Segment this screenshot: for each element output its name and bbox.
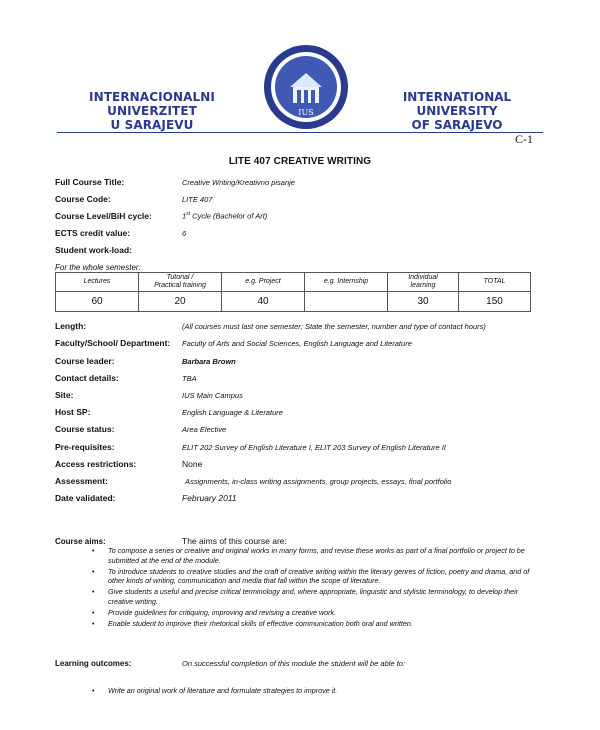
university-name-english-line1: INTERNATIONAL UNIVERSITY — [402, 90, 512, 118]
university-name-local-line1: INTERNACIONALNI UNIVERZITET — [89, 90, 215, 118]
document-code: C-1 — [515, 132, 533, 146]
header-divider — [57, 132, 543, 133]
workload-values-row — [56, 292, 531, 312]
university-name-english-line2: OF SARAJEVO — [411, 118, 503, 132]
semester-note: For the whole semester: — [55, 263, 141, 272]
host-value: English Language & Literature — [182, 408, 283, 417]
header-lectures: Lectures — [56, 273, 139, 292]
course-level-label: Course Level/BiH cycle: — [55, 211, 152, 221]
assessment-value: Assignments, in-class writing assignments, group projects, essays, final portfolio — [185, 477, 452, 486]
site-value: IUS Main Campus — [182, 391, 243, 400]
access-restrictions-label: Access restrictions: — [55, 459, 137, 469]
course-aims-label: Course aims: — [55, 537, 106, 546]
course-level-text: Cycle (Bachelor of Art) — [190, 211, 268, 221]
host-label: Host SP: — [55, 407, 91, 417]
list-item: • Write an original work of literature and formulate strategies to improve it. — [92, 686, 542, 696]
course-aims-list — [92, 546, 542, 630]
workload-table — [55, 272, 531, 312]
faculty-label: Faculty/School/ Department: — [55, 338, 171, 348]
header-total: TOTAL — [459, 273, 531, 292]
learning-outcomes-label: Learning outcomes: — [55, 659, 132, 668]
ects-value: 6 — [182, 229, 187, 238]
header-tutorial-line2: Practical training — [154, 282, 206, 289]
value-internship — [305, 292, 388, 312]
assessment-label: Assessment: — [55, 476, 108, 486]
university-name-english — [372, 90, 542, 132]
header-individual-line1: Individual — [408, 274, 438, 281]
learning-outcomes-list — [92, 686, 542, 696]
course-code-label: Course Code: — [55, 194, 111, 204]
course-title: LITE 407 CREATIVE WRITING — [228, 156, 372, 167]
university-name-local — [57, 90, 247, 132]
course-leader-label: Course leader: — [55, 356, 115, 366]
course-code-value: LITE 407 — [182, 195, 213, 204]
course-status-label: Course status: — [55, 424, 115, 434]
course-aims-intro: The aims of this course are: — [182, 536, 287, 546]
header-internship: e.g. Internship — [305, 273, 388, 292]
full-title-value: Creative Writing/Kreativno pisanje — [182, 178, 295, 187]
list-item: • To introduce students to creative studies and the craft of creative writing within the literary genres of fiction, poetry and drama, and of other kinds of writing, communication and media that fall within the scope of literature. — [92, 567, 542, 586]
date-validated-value: February 2011 — [182, 493, 237, 503]
header-tutorial — [139, 273, 222, 292]
course-level-suffix: st — [186, 211, 191, 217]
course-leader-value: Barbara Brown — [182, 357, 236, 366]
value-tutorial: 20 — [139, 292, 222, 312]
header-individual-line2: learning — [410, 282, 436, 289]
header-project: e.g. Project — [222, 273, 305, 292]
contact-value: TBA — [182, 374, 197, 383]
list-item: • Provide guidelines for critiquing, improving and revising a creative work. — [92, 608, 542, 618]
learning-outcomes-intro: On successful completion of this module the student will be able to: — [182, 659, 406, 668]
value-individual-learning: 30 — [388, 292, 459, 312]
length-label: Length: — [55, 321, 87, 331]
workload-header-row — [56, 273, 531, 292]
logo-text: IUS — [298, 108, 314, 117]
university-name-local-line2: U SARAJEVU — [110, 118, 194, 132]
header-individual-learning — [388, 273, 459, 292]
contact-label: Contact details: — [55, 373, 119, 383]
list-item: • To compose a series or creative and original works in many forms, and revise these works as part of a final portfolio or project to be submitted at the end of the module. — [92, 546, 542, 565]
list-item: • Enable student to improve their rhetorical skills of effective communication both oral and written. — [92, 619, 542, 629]
course-status-value: Area Elective — [182, 425, 227, 434]
date-validated-label: Date validated: — [55, 493, 116, 503]
length-value: (All courses must last one semester; State the semester, number and type of contact hours) — [182, 322, 486, 331]
full-title-label: Full Course Title: — [55, 177, 125, 187]
value-lectures: 60 — [56, 292, 139, 312]
value-total: 150 — [459, 292, 531, 312]
header-tutorial-line1: Tutorial / — [166, 274, 194, 281]
site-label: Site: — [55, 390, 74, 400]
prerequisites-label: Pre-requisites: — [55, 442, 115, 452]
university-logo — [262, 43, 350, 131]
list-item: • Give students a useful and precise critical terminology and, where appropriate, linguistic and stylistic terminology, to develop their creative writing. — [92, 587, 542, 606]
ects-label: ECTS credit value: — [55, 228, 131, 238]
access-restrictions-value: None — [182, 459, 203, 469]
course-level-value — [182, 211, 267, 221]
value-project: 40 — [222, 292, 305, 312]
prerequisites-value: ELIT 202 Survey of English Literature I, ELIT 203 Survey of English Literature II — [182, 443, 446, 452]
course-level-number: 1 — [182, 211, 187, 221]
workload-label: Student work-load: — [55, 245, 132, 255]
faculty-value: Faculty of Arts and Social Sciences, English Language and Literature — [182, 339, 412, 348]
